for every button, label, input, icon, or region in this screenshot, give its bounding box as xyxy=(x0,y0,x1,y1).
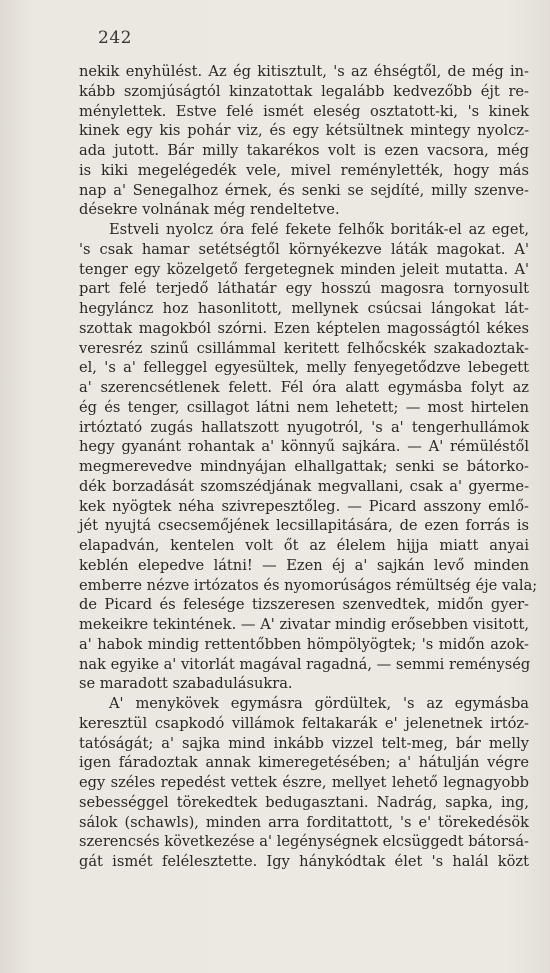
text-line: tatóságát; a' sajka mind inkább vizzel telt-meg, bár melly xyxy=(79,734,529,752)
text-line: is kiki megelégedék vele, mivel reménylették, hogy más xyxy=(79,161,529,179)
text-line: jét nyujtá csecsemőjének lecsillapitására, de ezen forrás is xyxy=(79,517,529,535)
text-line: ada jutott. Bár milly takarékos volt is ezen vacsora, még xyxy=(79,142,529,159)
text-line: el, 's a' felleggel egyesültek, melly fenyegetődzve lebegett xyxy=(79,359,529,377)
text-line: nak egyike a' vitorlát magával ragadná, — semmi reménység xyxy=(79,655,531,673)
text-line: a' habok mindig rettentőbben hömpölyögtek; 's midőn azok- xyxy=(79,635,529,653)
text-line: ég és tenger, csillagot látni nem lehetett; — most hirtelen xyxy=(79,398,529,416)
text-line: tenger egy közelgető fergetegnek minden jeleit mutatta. A' xyxy=(79,260,529,278)
text-line: szerencsés következése a' legénységnek elcsüggedt bátorsá- xyxy=(79,833,529,851)
paragraph xyxy=(79,62,529,220)
text-line: désekre volnának még rendeltetve. xyxy=(79,201,340,219)
text-line: megmerevedve mindnyájan elhallgattak; senki se bátorko- xyxy=(79,458,529,475)
text-line: de Picard és felesége tizszeresen szenvedtek, midőn gyer- xyxy=(79,596,529,614)
text-line: Estveli nyolcz óra felé fekete felhők boriták-el az eget, xyxy=(109,221,529,238)
text-line: veresréz szinű csillámmal keritett felhőcskék szakadoztak- xyxy=(79,339,529,357)
text-line: szottak magokból szórni. Ezen képtelen magosságtól kékes xyxy=(79,319,529,337)
text-line: kinek egy kis pohár viz, és egy kétsültnek mintegy nyolcz- xyxy=(79,122,529,140)
text-line: part felé terjedő láthatár egy hosszú magosra tornyosult xyxy=(79,280,529,298)
text-line: kek nyögtek néha szivrepesztőleg. — Picard asszony emlő- xyxy=(79,497,529,515)
text-line: gát ismét felélesztette. Igy hánykódtak élet 's halál közt xyxy=(79,853,529,870)
text-line: keresztül csapkodó villámok feltakarák e' jelenetnek irtóz- xyxy=(79,714,529,732)
text-line: A' menykövek egymásra gördültek, 's az egymásba xyxy=(109,695,529,712)
text-line: a' szerencsétlenek felett. Fél óra alatt egymásba folyt az xyxy=(79,379,529,396)
body-text xyxy=(79,62,538,872)
text-line: sálok (schawls), minden arra forditattott, 's e' törekedésök xyxy=(79,813,529,831)
text-line: nap a' Senegalhoz érnek, és senki se sejdíté, milly szenve- xyxy=(79,181,529,199)
text-line: elapadván, kentelen volt őt az élelem hijja miatt anyai xyxy=(79,537,529,554)
text-line: dék borzadását szomszédjának megvallani, csak a' gyerme- xyxy=(79,477,529,495)
text-line: nekik enyhülést. Az ég kitisztult, 's az éhségtől, de még in- xyxy=(79,63,529,80)
text-line: kább szomjúságtól kinzatottak legalább kedvezőbb éjt re- xyxy=(79,82,529,100)
page-number: 242 xyxy=(98,28,132,48)
text-line: igen fáradoztak annak kimeregetésében; a' hátulján végre xyxy=(79,754,529,772)
text-line: 's csak hamar setétségtől környékezve láták magokat. A' xyxy=(79,240,529,258)
paragraph xyxy=(79,220,538,694)
text-line: hegy gyanánt rohantak a' könnyű sajkára. — A' rémüléstől xyxy=(79,438,529,456)
paragraph xyxy=(79,694,529,872)
text-line: egy széles repedést vettek észre, mellyet lehető legnagyobb xyxy=(79,774,529,791)
text-line: emberre nézve irtózatos és nyomorúságos rémültség éje vala; xyxy=(79,576,538,594)
text-line: irtóztató zugás hallatszott nyugotról, 's a' tengerhullámok xyxy=(79,418,529,436)
text-line: sebességgel törekedtek bedugasztani. Nadrág, sapka, ing, xyxy=(79,793,529,811)
text-line: ménylettek. Estve felé ismét eleség osztatott-ki, 's kinek xyxy=(79,102,529,120)
text-line: se maradott szabadulásukra. xyxy=(79,675,293,693)
text-line: mekeikre tekintének. — A' zivatar mindig erősebben visitott, xyxy=(79,616,529,633)
text-line: hegyláncz hoz hasonlitott, mellynek csúcsai lángokat lát- xyxy=(79,300,529,317)
text-line: keblén elepedve látni! — Ezen éj a' sajkán levő minden xyxy=(79,556,529,574)
